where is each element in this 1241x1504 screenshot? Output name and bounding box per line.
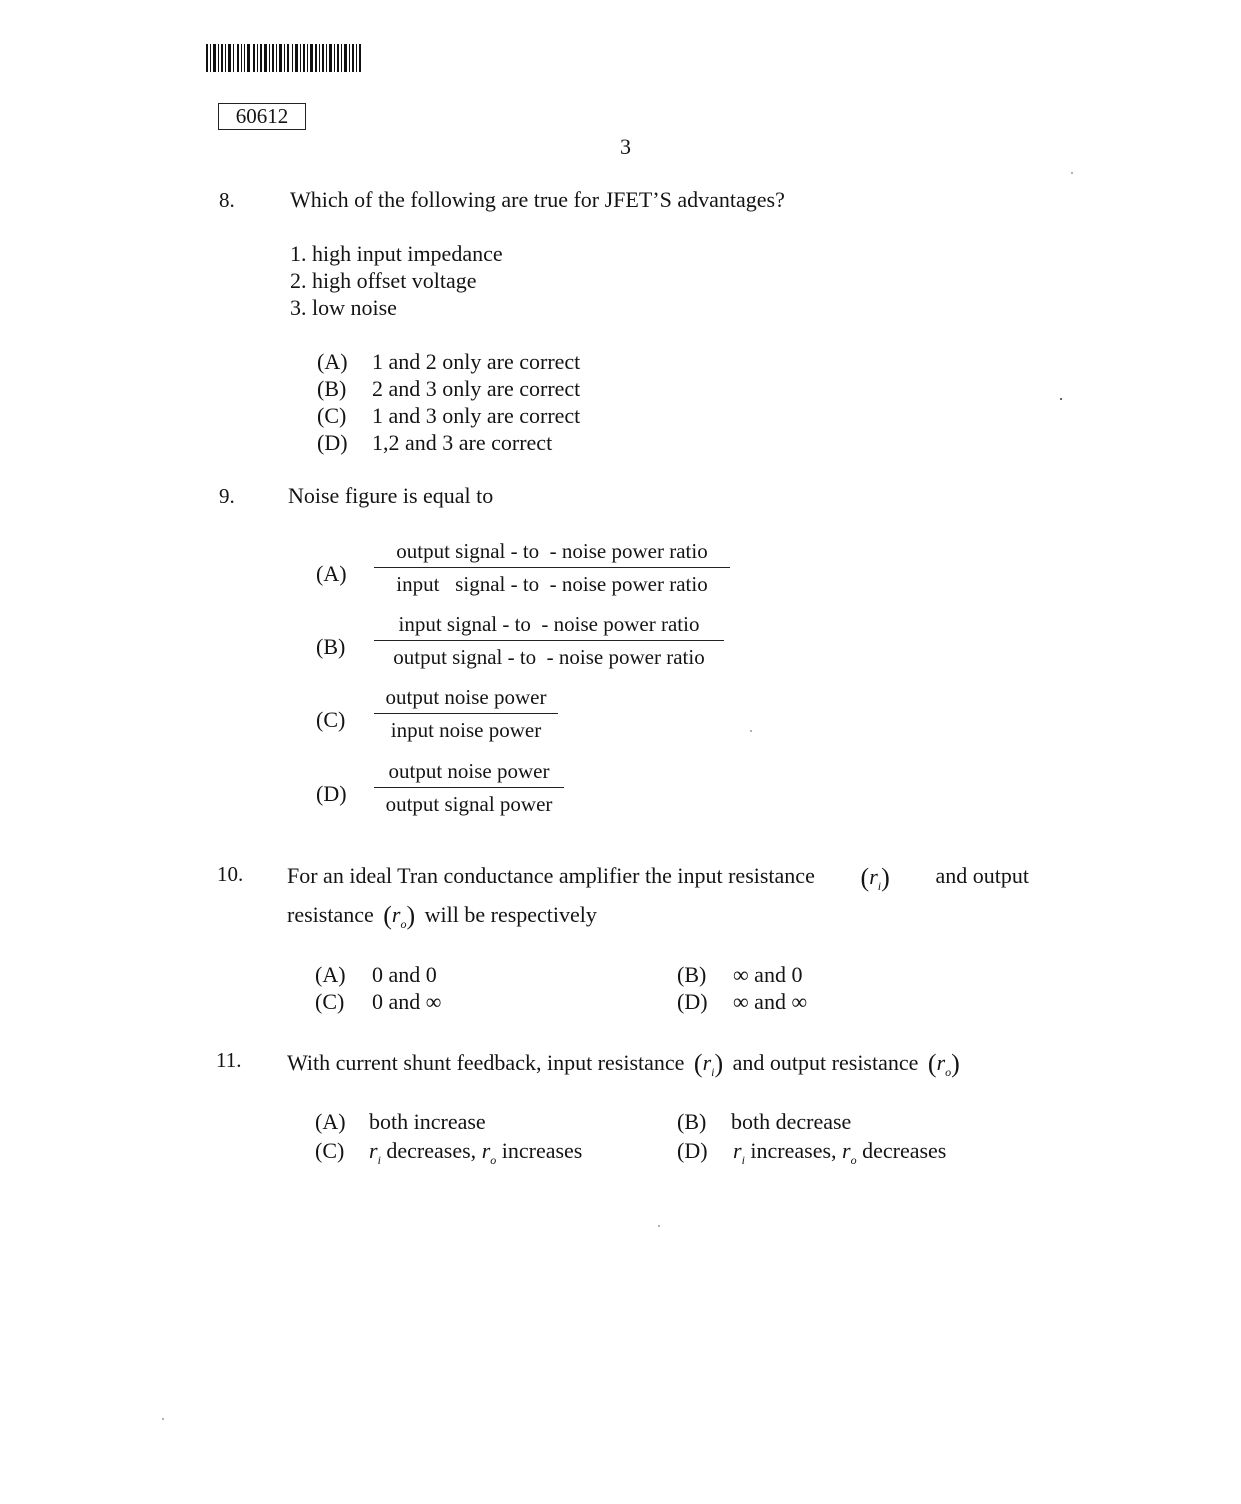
q8-statement-1: 1. high input impedance <box>290 241 503 266</box>
question-10-number: 10. <box>217 862 244 886</box>
q9-option-c-fraction <box>374 687 558 741</box>
q9-option-a-fraction <box>374 541 730 595</box>
q10-option-a-text: 0 and 0 <box>372 962 437 987</box>
q10-ro-symbol: $(r_o)$ <box>383 901 416 931</box>
q10-line2-text: resistance <box>287 902 374 927</box>
q9-option-d-fraction <box>374 761 564 815</box>
question-11-number: 11. <box>216 1048 242 1072</box>
q8-option-b-text: 2 and 3 only are correct <box>372 376 581 401</box>
q11-option-a-label: (A) <box>315 1109 346 1134</box>
q9-option-b-fraction <box>374 614 724 668</box>
question-11-text <box>287 1049 960 1079</box>
scan-speck <box>1060 398 1062 400</box>
q8-option-b-label: (B) <box>317 376 347 401</box>
q8-option-c-label: (C) <box>317 403 347 428</box>
q10-line1-text: For an ideal Tran conductance amplifier the input resistance <box>287 863 815 888</box>
q10-line1-tail: and output <box>935 863 1029 888</box>
q10-option-c-label: (C) <box>315 989 345 1014</box>
question-9-text: Noise figure is equal to <box>288 483 494 508</box>
q10-option-b-text: ∞ and 0 <box>733 962 803 987</box>
q11-option-c-label: (C) <box>315 1138 345 1163</box>
q8-option-c-text: 1 and 3 only are correct <box>372 403 581 428</box>
q8-statement-3: 3. low noise <box>290 295 397 320</box>
scan-speck <box>162 1418 164 1420</box>
q9-option-b-numerator: input signal - to - noise power ratio <box>374 614 724 641</box>
q11-option-d-text: $r_i$ increases, $r_o$ decreases <box>733 1138 947 1167</box>
q11-option-c-text: $r_i$ decreases, $r_o$ increases <box>369 1138 583 1167</box>
q9-option-b-label: (B) <box>316 634 346 659</box>
q11-text-part-1: With current shunt feedback, input resistance <box>287 1050 685 1075</box>
question-10-line-1 <box>287 863 1029 893</box>
q8-option-d-text: 1,2 and 3 are correct <box>372 430 553 455</box>
q10-option-a-label: (A) <box>315 962 346 987</box>
q11-option-b-text: both decrease <box>731 1109 852 1134</box>
q11-option-a-text: both increase <box>369 1109 486 1134</box>
q9-option-c-numerator: output noise power <box>374 687 558 714</box>
paper-code-box: 60612 <box>218 103 306 130</box>
barcode <box>206 44 361 72</box>
q9-option-a-label: (A) <box>316 561 347 586</box>
q11-ri-symbol: $(r_i)$ <box>693 1049 724 1079</box>
q11-option-d-label: (D) <box>677 1138 708 1163</box>
q9-option-d-numerator: output noise power <box>374 761 564 788</box>
question-8-text: Which of the following are true for JFET’S advantages? <box>290 187 785 212</box>
q11-ro-symbol: $(r_o)$ <box>927 1049 960 1079</box>
q10-option-d-label: (D) <box>677 989 708 1014</box>
q10-option-c-text: 0 and ∞ <box>372 989 442 1014</box>
q9-option-d-label: (D) <box>316 781 347 806</box>
q9-option-c-denominator: input noise power <box>390 718 542 742</box>
question-8-number: 8. <box>219 188 235 212</box>
question-9-number: 9. <box>219 484 235 508</box>
q9-option-d-denominator: output signal power <box>385 792 553 816</box>
q10-line2-tail: will be respectively <box>424 902 597 927</box>
question-10-line-2 <box>287 901 597 931</box>
q10-ri-symbol: $(r_i)$ <box>860 863 890 893</box>
scan-speck <box>1071 172 1073 174</box>
q9-option-c-label: (C) <box>316 707 346 732</box>
scan-speck <box>658 1225 660 1227</box>
q8-option-d-label: (D) <box>317 430 348 455</box>
page-number: 3 <box>620 134 631 159</box>
q10-option-d-text: ∞ and ∞ <box>733 989 808 1014</box>
q9-option-a-numerator: output signal - to - noise power ratio <box>374 541 730 568</box>
q8-statement-2: 2. high offset voltage <box>290 268 477 293</box>
q10-option-b-label: (B) <box>677 962 707 987</box>
q9-option-b-denominator: output signal - to - noise power ratio <box>393 645 705 669</box>
q9-option-a-denominator: input signal - to - noise power ratio <box>396 572 708 596</box>
q8-option-a-text: 1 and 2 only are correct <box>372 349 581 374</box>
q11-option-b-label: (B) <box>677 1109 707 1134</box>
q11-text-part-2: and output resistance <box>732 1050 919 1075</box>
q8-option-a-label: (A) <box>317 349 348 374</box>
scan-speck <box>750 730 752 732</box>
